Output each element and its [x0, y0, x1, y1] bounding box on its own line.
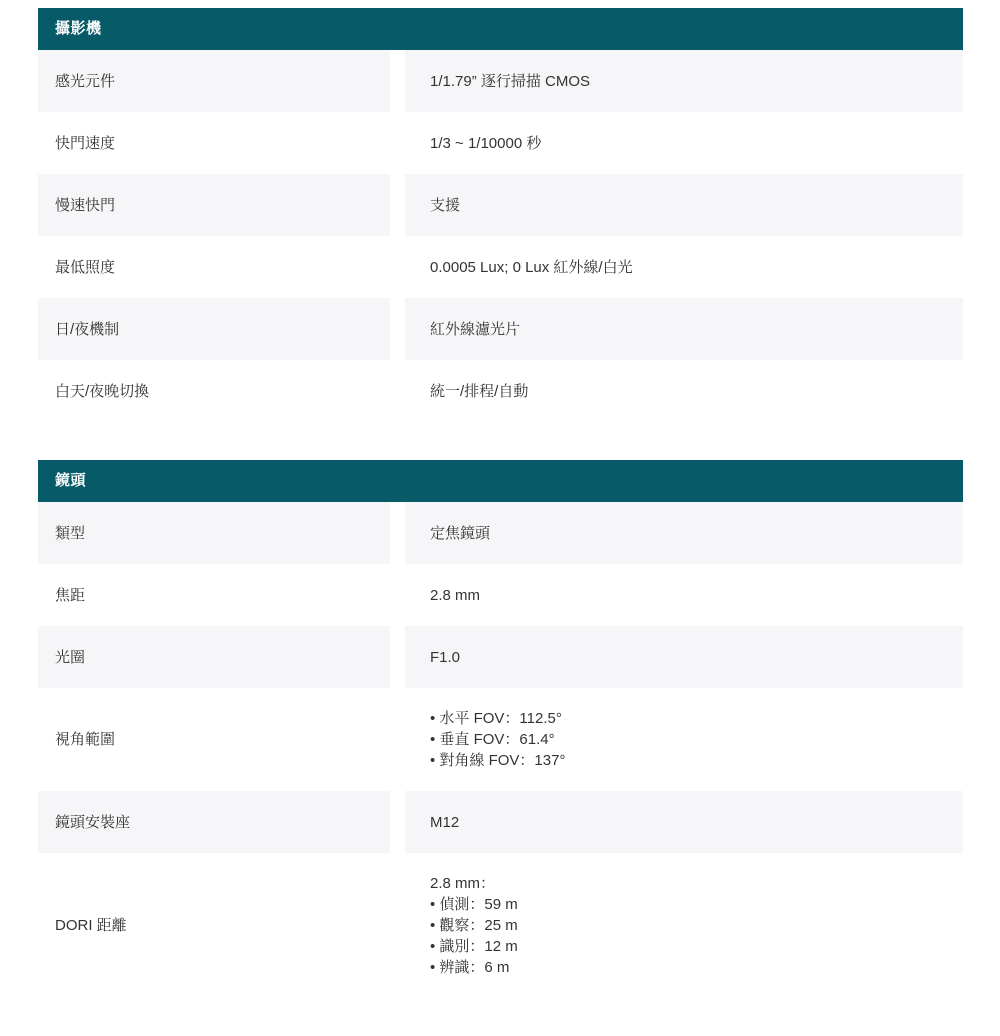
- spec-row-label: 視角範圍: [38, 688, 390, 791]
- spec-row: [38, 236, 963, 298]
- spec-row-value: [405, 50, 963, 112]
- spec-row-label: 感光元件: [38, 50, 390, 112]
- spec-value-line: 0.0005 Lux; 0 Lux 紅外線/白光: [430, 258, 633, 276]
- spec-row: [38, 112, 963, 174]
- spec-row: [38, 174, 963, 236]
- spec-value-line: 2.8 mm: [430, 586, 481, 604]
- spec-value-line: • 垂直 FOV：61.4°: [430, 731, 555, 748]
- spec-value-line: 統一/排程/自動: [430, 382, 529, 400]
- spec-row-label: 光圈: [38, 626, 390, 688]
- spec-value-line: • 辨識：6 m: [430, 959, 510, 976]
- spec-row-label: 慢速快門: [38, 174, 390, 236]
- spec-row-label: DORI 距離: [38, 853, 390, 998]
- spec-row: [38, 791, 963, 853]
- spec-row-value: [405, 853, 963, 998]
- section-header: [38, 460, 963, 502]
- spec-value-line: 定焦鏡頭: [430, 524, 491, 542]
- spec-value-line: M12: [430, 813, 460, 831]
- spec-value-line: 1/3 ~ 1/10000 秒: [430, 134, 542, 152]
- spec-row-value: [405, 688, 963, 791]
- spec-value-line: 紅外線濾光片: [430, 320, 521, 338]
- spec-value-line: • 觀察：25 m: [430, 917, 518, 934]
- spec-row: [38, 626, 963, 688]
- spec-table: [38, 8, 963, 1036]
- section-title: 鏡頭: [55, 472, 87, 489]
- spec-row-label: 類型: [38, 502, 390, 564]
- spec-value-line: 2.8 mm：: [430, 875, 496, 892]
- section-title: 攝影機: [55, 20, 102, 37]
- spec-row: [38, 50, 963, 112]
- spec-value-line: • 對角線 FOV：137°: [430, 752, 566, 769]
- spec-row-value: [405, 626, 963, 688]
- spec-value-line: • 偵測：59 m: [430, 896, 518, 913]
- spec-row: [38, 564, 963, 626]
- spec-rows: [38, 502, 963, 998]
- spec-row-value: [405, 360, 963, 422]
- spec-value-line: 1/1.79” 逐行掃描 CMOS: [430, 72, 591, 90]
- spec-section-camera: [38, 8, 963, 422]
- spec-row-value: [405, 564, 963, 626]
- spec-row-label: 白天/夜晚切換: [38, 360, 390, 422]
- spec-row-value: [405, 174, 963, 236]
- spec-row: [38, 688, 963, 791]
- spec-value-line: • 水平 FOV：112.5°: [430, 710, 562, 727]
- spec-row-value: [405, 502, 963, 564]
- spec-value-line: F1.0: [430, 648, 461, 666]
- spec-row: [38, 502, 963, 564]
- spec-row: [38, 360, 963, 422]
- spec-row: [38, 853, 963, 998]
- spec-value-line: 支援: [430, 196, 461, 214]
- spec-row-value: [405, 236, 963, 298]
- spec-row-label: 焦距: [38, 564, 390, 626]
- spec-row-label: 鏡頭安裝座: [38, 791, 390, 853]
- spec-row-label: 日/夜機制: [38, 298, 390, 360]
- spec-row-value: [405, 112, 963, 174]
- spec-value-line: • 識別：12 m: [430, 938, 518, 955]
- section-header: [38, 8, 963, 50]
- spec-rows: [38, 50, 963, 422]
- spec-row-value: [405, 298, 963, 360]
- spec-row-label: 最低照度: [38, 236, 390, 298]
- spec-row-value: [405, 791, 963, 853]
- spec-row: [38, 298, 963, 360]
- spec-row-label: 快門速度: [38, 112, 390, 174]
- spec-section-lens: [38, 460, 963, 998]
